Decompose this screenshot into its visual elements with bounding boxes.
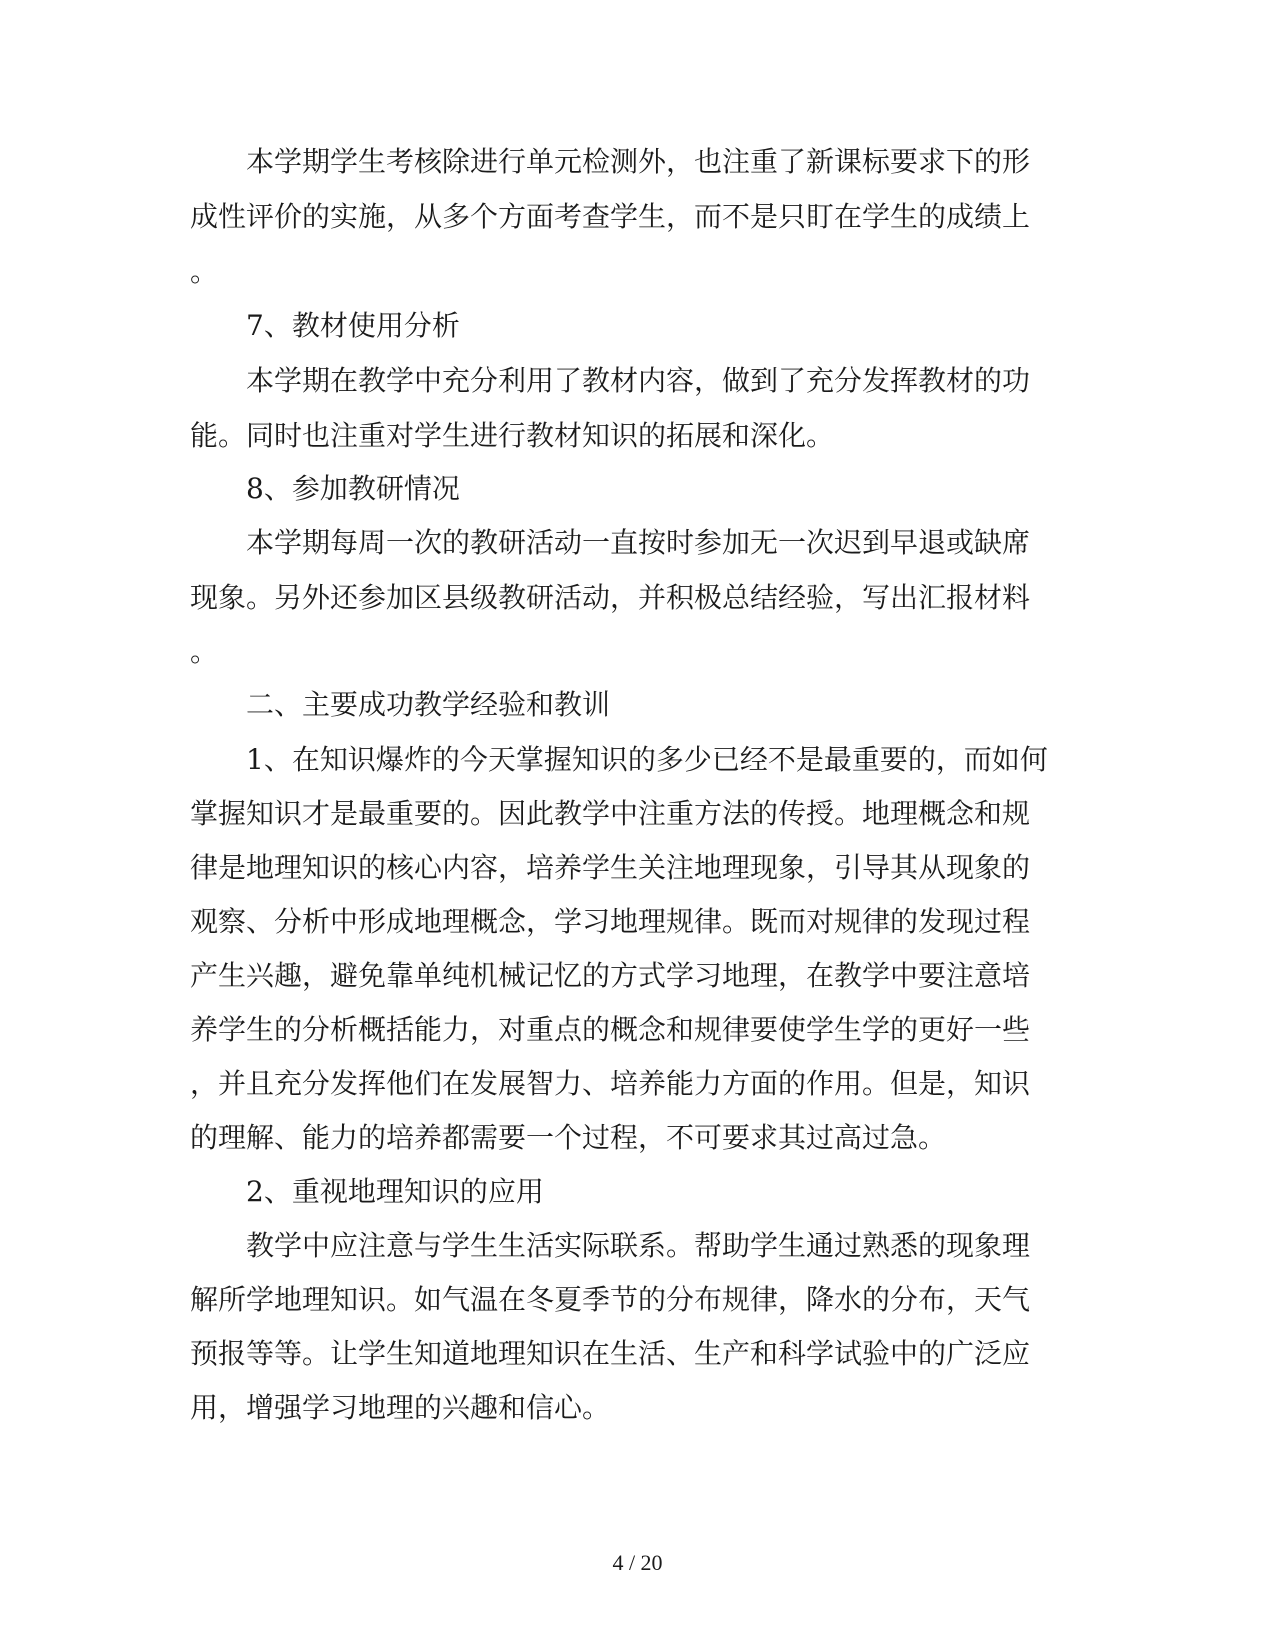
paragraph-line: 预报等等。让学生知道地理知识在生活、生产和科学试验中的广泛应 (190, 1337, 1031, 1370)
paragraph-line: 能。同时也注重对学生进行教材知识的拓展和深化。 (190, 419, 835, 452)
section-heading: 2、重视地理知识的应用 (246, 1175, 544, 1208)
section-heading: 8、参加教研情况 (246, 472, 460, 505)
page-number: 4 / 20 (612, 1550, 663, 1575)
paragraph-line: 1、在知识爆炸的今天掌握知识的多少已经不是最重要的，而如何 (246, 743, 1048, 776)
paragraph-line: 解所学地理知识。如气温在冬夏季节的分布规律，降水的分布，天气 (190, 1283, 1031, 1316)
paragraph-line: 。 (190, 635, 219, 668)
paragraph-line: 产生兴趣，避免靠单纯机械记忆的方式学习地理，在教学中要注意培 (190, 959, 1031, 992)
paragraph-line: 养学生的分析概括能力，对重点的概念和规律要使学生学的更好一些 (190, 1013, 1031, 1046)
paragraph-line: 本学期在教学中充分利用了教材内容，做到了充分发挥教材的功 (246, 364, 1031, 397)
paragraph-line: 现象。另外还参加区县级教研活动，并积极总结经验，写出汇报材料 (190, 581, 1031, 614)
paragraph-line: 掌握知识才是最重要的。因此教学中注重方法的传授。地理概念和规 (190, 797, 1031, 830)
paragraph-line: 本学期学生考核除进行单元检测外，也注重了新课标要求下的形 (246, 145, 1031, 178)
paragraph-line: 成性评价的实施，从多个方面考查学生，而不是只盯在学生的成绩上 (190, 200, 1031, 233)
paragraph-line: 教学中应注意与学生生活实际联系。帮助学生通过熟悉的现象理 (246, 1229, 1031, 1262)
paragraph-line: 律是地理知识的核心内容，培养学生关注地理现象，引导其从现象的 (190, 851, 1031, 884)
paragraph-line: 观察、分析中形成地理概念，学习地理规律。既而对规律的发现过程 (190, 905, 1031, 938)
paragraph-line: 本学期每周一次的教研活动一直按时参加无一次迟到早退或缺席 (246, 526, 1031, 559)
section-heading: 7、教材使用分析 (246, 309, 460, 342)
paragraph-line: ，并且充分发挥他们在发展智力、培养能力方面的作用。但是，知识 (190, 1067, 1031, 1100)
paragraph-line: 的理解、能力的培养都需要一个过程，不可要求其过高过急。 (190, 1121, 947, 1154)
paragraph-line: 。 (190, 255, 219, 288)
paragraph-line: 用，增强学习地理的兴趣和信心。 (190, 1391, 611, 1424)
section-heading: 二、主要成功教学经验和教训 (246, 688, 611, 721)
